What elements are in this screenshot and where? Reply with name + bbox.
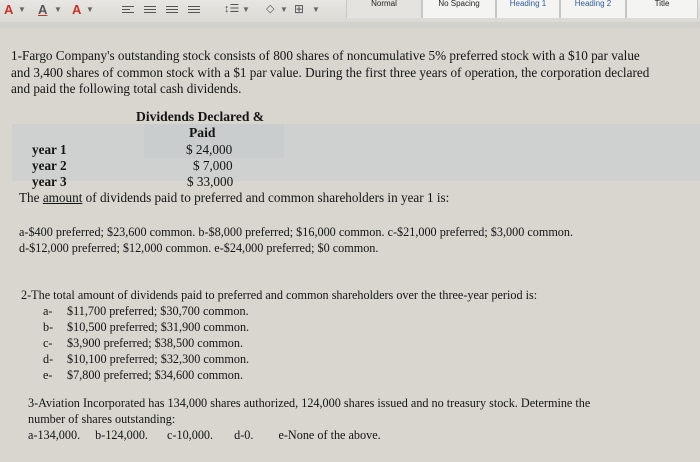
q1-answers-line-1: a-$400 preferred; $23,600 common. b-$8,000 preferred; $16,000 common. c-$21,000 preferred; $3,000 common. (19, 225, 574, 239)
ribbon-toolbar (0, 0, 700, 23)
q1-answers-line-2: d-$12,000 preferred; $12,000 common. e-$24,000 preferred; $0 common. (19, 241, 379, 255)
chevron-down-icon[interactable]: ▼ (280, 5, 288, 14)
text-color-button[interactable]: A (72, 2, 82, 17)
font-color-button[interactable]: A (4, 2, 14, 17)
highlight-color-button[interactable]: A (38, 2, 48, 17)
q1-line-1: 1-Fargo Company's outstanding stock consists of 800 shares of noncumulative 5% preferred stock with a $10 par value (11, 48, 640, 63)
q2-option-b (43, 320, 249, 335)
q1-question-prefix: The (19, 190, 43, 205)
style-no-spacing-label: No Spacing (438, 0, 480, 8)
chevron-down-icon[interactable]: ▼ (242, 5, 250, 14)
table-header-line-1: Dividends Declared & (136, 109, 265, 124)
q2-option-letter: c- (43, 336, 53, 350)
page-divider (0, 22, 700, 28)
table-row-amount-3: $ 33,000 (187, 174, 234, 189)
style-heading-1-label: Heading 1 (509, 0, 547, 8)
style-heading-2-label: Heading 2 (574, 0, 612, 8)
chevron-down-icon[interactable]: ▼ (54, 5, 62, 14)
table-row-year-2: year 2 (32, 158, 67, 173)
justify-icon[interactable] (188, 6, 200, 16)
q2-option-text: $3,900 preferred; $38,500 common. (67, 336, 243, 350)
style-heading-1[interactable] (496, 0, 560, 18)
q2-option-text: $11,700 preferred; $30,700 common. (67, 304, 249, 318)
q1-question-underlined: amount (42, 190, 83, 205)
q2-option-a (43, 304, 249, 319)
chevron-down-icon[interactable]: ▼ (86, 5, 94, 14)
q3-line-1: 3-Aviation Incorporated has 134,000 shares authorized, 124,000 shares issued and no treasury stock. Determine the (28, 396, 591, 410)
q2-option-c (43, 336, 243, 351)
chevron-down-icon[interactable]: ▼ (312, 5, 320, 14)
q3-option-a: a-134,000. (28, 428, 81, 442)
q2-option-letter: a- (43, 304, 53, 318)
chevron-down-icon[interactable]: ▼ (18, 5, 26, 14)
q1-line-2: and 3,400 shares of common stock with a $1 par value. During the first three years of operation, the corporation declared (11, 65, 650, 80)
table-row-year-3: year 3 (32, 174, 67, 189)
q3-option-e: e-None of the above. (278, 428, 381, 442)
document-page[interactable] (0, 22, 700, 462)
q2-option-letter: b- (43, 320, 54, 334)
align-center-icon[interactable] (144, 6, 156, 16)
style-title[interactable] (626, 0, 698, 18)
borders-icon[interactable]: ⊞ (294, 2, 305, 16)
q1-question-rest: of dividends paid to preferred and common shareholders in year 1 is: (82, 190, 450, 205)
q2-option-letter: e- (43, 368, 53, 382)
q2-option-d (43, 352, 249, 367)
q3-option-d: d-0. (234, 428, 254, 442)
table-row-amount-2: $ 7,000 (193, 158, 233, 173)
line-spacing-icon[interactable]: ↕☰ (224, 3, 240, 15)
table-header-line-2: Paid (189, 125, 216, 140)
q2-option-letter: d- (43, 352, 54, 366)
q2-option-text: $10,100 preferred; $32,300 common. (67, 352, 250, 366)
dividends-table (12, 124, 700, 181)
q1-line-3: and paid the following total cash dividends. (11, 81, 242, 96)
q3-option-c: c-10,000. (167, 428, 214, 442)
q3-options (28, 428, 381, 443)
q2-option-text: $10,500 preferred; $31,900 common. (67, 320, 250, 334)
align-left-icon[interactable] (122, 6, 134, 16)
style-no-spacing[interactable] (422, 0, 496, 18)
table-row-amount-1: $ 24,000 (186, 142, 233, 157)
table-row-year-1: year 1 (32, 142, 67, 157)
q2-option-e (43, 368, 243, 383)
shading-icon[interactable]: ◇ (266, 3, 275, 15)
style-normal-label: Normal (371, 0, 397, 8)
q2-option-text: $7,800 preferred; $34,600 common. (67, 368, 243, 382)
align-right-icon[interactable] (166, 6, 178, 16)
q1-question (19, 190, 449, 205)
q3-line-2: number of shares outstanding: (28, 412, 176, 426)
q2-question: 2-The total amount of dividends paid to preferred and common shareholders over the three-year period is: (21, 288, 538, 302)
style-title-label: Title (654, 0, 670, 8)
q3-option-b: b-124,000. (95, 428, 148, 442)
style-heading-2[interactable] (560, 0, 626, 18)
style-normal[interactable] (346, 0, 422, 18)
